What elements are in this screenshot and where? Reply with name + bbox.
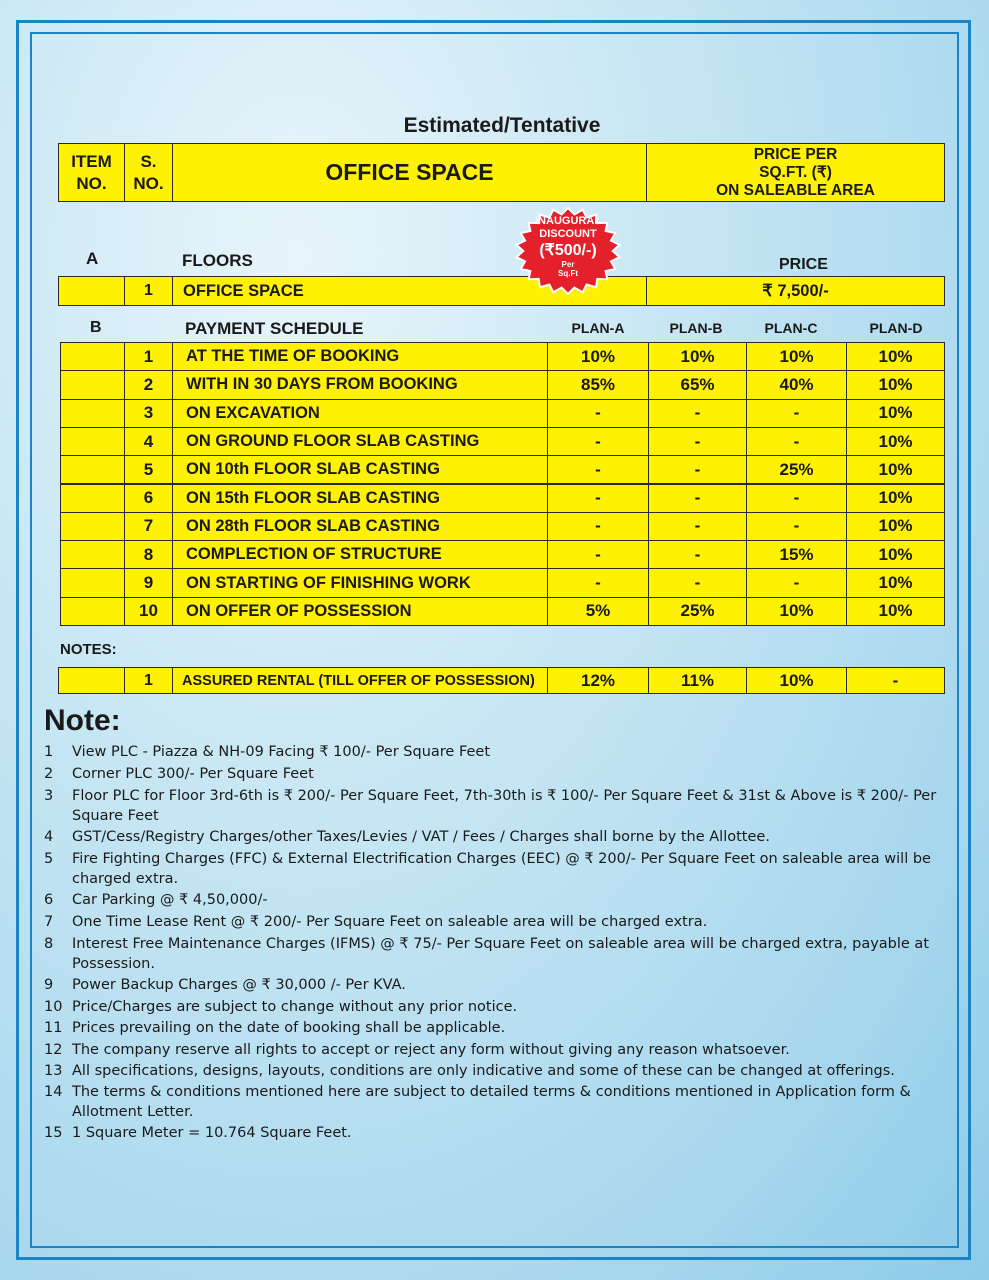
- schedule-row-plan-a-text: -: [595, 516, 601, 536]
- header-price-line3: ON SALEABLE AREA: [716, 181, 875, 199]
- schedule-row-name-text: ON 10th FLOOR SLAB CASTING: [186, 460, 440, 479]
- schedule-row-plan-c: [746, 427, 847, 456]
- note-text: One Time Lease Rent @ ₹ 200/- Per Square Feet on saleable area will be charged extra.: [72, 914, 708, 930]
- schedule-row-name-text: COMPLECTION OF STRUCTURE: [186, 545, 442, 564]
- note-item: [44, 849, 942, 889]
- schedule-row-name: [172, 568, 548, 597]
- note-text: Price/Charges are subject to change without any prior notice.: [72, 999, 518, 1015]
- note-text: 1 Square Meter = 10.764 Square Feet.: [72, 1125, 352, 1141]
- header-s-no-line1: S.: [140, 151, 157, 171]
- schedule-row-sno-text: 1: [143, 346, 154, 366]
- schedule-row-sno: [124, 455, 173, 484]
- floors-row-empty: [58, 276, 125, 306]
- schedule-row-plan-b-text: 65%: [680, 374, 715, 394]
- schedule-row-sno: [124, 484, 173, 513]
- notes-row-plan-d: [846, 667, 945, 694]
- schedule-row-name: [172, 455, 548, 484]
- plan-a-header: PLAN-A: [571, 320, 625, 336]
- schedule-row-plan-b: [648, 540, 747, 569]
- schedule-row-sno-text: 2: [143, 374, 154, 394]
- note-text: All specifications, designs, layouts, conditions are only indicative and some of these can be changed at offerings.: [72, 1063, 895, 1079]
- plan-d-header: PLAN-D: [869, 320, 923, 336]
- schedule-row-name-text: ON EXCAVATION: [186, 403, 320, 422]
- note-text: GST/Cess/Registry Charges/other Taxes/Levies / VAT / Fees / Charges shall borne by the Allottee.: [72, 829, 770, 845]
- note-item: [44, 1123, 942, 1143]
- section-b-label: PAYMENT SCHEDULE: [185, 319, 364, 338]
- schedule-row-plan-c: [746, 342, 847, 371]
- header-office-space: [172, 143, 647, 202]
- schedule-row-plan-b-text: -: [694, 431, 701, 451]
- badge-line1: INAUGURAL: [535, 215, 601, 227]
- schedule-row-plan-c-text: -: [793, 573, 800, 593]
- note-item: [44, 786, 942, 826]
- section-a-label: FLOORS: [182, 251, 253, 270]
- schedule-row-plan-c-text: -: [793, 431, 800, 451]
- notes-row-empty: [58, 667, 125, 694]
- schedule-row-name: [172, 484, 548, 513]
- schedule-row-sno-text: 5: [143, 459, 154, 479]
- section-a-letter: A: [86, 249, 99, 268]
- schedule-row-plan-d: [846, 512, 945, 541]
- schedule-row-plan-b: [648, 342, 747, 371]
- note-text: The terms & conditions mentioned here are subject to detailed terms & conditions mentioned in Application form & Allotment Letter.: [72, 1084, 911, 1120]
- schedule-row-plan-b: [648, 399, 747, 428]
- schedule-row-plan-c: [746, 540, 847, 569]
- note-item: [44, 827, 942, 847]
- badge-line4: Per: [561, 260, 575, 269]
- note-number: 6: [44, 892, 54, 908]
- note-text: Power Backup Charges @ ₹ 30,000 /- Per KVA.: [72, 977, 406, 993]
- schedule-row-plan-d: [846, 342, 945, 371]
- note-item: [44, 1082, 942, 1122]
- note-text: Fire Fighting Charges (FFC) & External Electrification Charges (EEC) @ ₹ 200/- Per Square Feet on saleable area will be charged extra.: [72, 851, 931, 887]
- header-price-line2: SQ.FT. (₹): [759, 163, 832, 181]
- schedule-row-plan-c: [746, 455, 847, 484]
- schedule-row-plan-b-text: 10%: [680, 346, 715, 366]
- schedule-row-plan-d-text: 10%: [878, 346, 913, 366]
- schedule-row-empty: [60, 455, 125, 484]
- note-item: [44, 890, 942, 910]
- schedule-row-plan-b-text: -: [694, 544, 701, 564]
- schedule-row-plan-b-text: -: [694, 459, 701, 479]
- schedule-row-sno: [124, 597, 173, 626]
- schedule-row-plan-c: [746, 370, 847, 399]
- note-number: 4: [44, 829, 54, 845]
- floors-row-price: [646, 276, 945, 306]
- notes-row-plan-c-text: 10%: [779, 670, 814, 690]
- schedule-row-name: [172, 512, 548, 541]
- notes-row-plan-c: [746, 667, 847, 694]
- schedule-row-name: [172, 540, 548, 569]
- note-number: 11: [44, 1020, 63, 1036]
- schedule-row-name-text: ON 28th FLOOR SLAB CASTING: [186, 516, 440, 535]
- header-item-no: [58, 143, 125, 202]
- schedule-row-plan-d: [846, 597, 945, 626]
- note-number: 5: [44, 851, 54, 867]
- schedule-row-plan-b-text: -: [694, 573, 701, 593]
- schedule-row-plan-a: [547, 568, 649, 597]
- schedule-row-plan-b: [648, 455, 747, 484]
- notes-row-sno: [124, 667, 173, 694]
- plan-c-header: PLAN-C: [764, 320, 818, 336]
- note-title: Note:: [44, 704, 121, 737]
- schedule-row-plan-d: [846, 455, 945, 484]
- badge-line5: Sq.Ft: [558, 269, 578, 278]
- note-item: [44, 975, 942, 995]
- schedule-row-plan-d-text: 10%: [878, 374, 913, 394]
- schedule-row-plan-a: [547, 342, 649, 371]
- floors-row-sno-text: 1: [144, 282, 153, 299]
- note-text: View PLC - Piazza & NH-09 Facing ₹ 100/- Per Square Feet: [72, 744, 491, 760]
- schedule-row-plan-a: [547, 512, 649, 541]
- schedule-row-plan-d-text: 10%: [878, 601, 913, 621]
- schedule-row-name-text: ON OFFER OF POSSESSION: [186, 601, 412, 620]
- schedule-row-name-text: ON STARTING OF FINISHING WORK: [186, 573, 471, 592]
- schedule-row-plan-a: [547, 597, 649, 626]
- note-number: 8: [44, 936, 54, 952]
- schedule-row-sno: [124, 427, 173, 456]
- plan-b-header: PLAN-B: [669, 320, 723, 336]
- schedule-row-sno-text: 9: [143, 573, 154, 593]
- note-item: [44, 1018, 942, 1038]
- schedule-row-empty: [60, 342, 125, 371]
- schedule-row-plan-a-text: -: [595, 459, 601, 479]
- notes-label: NOTES:: [60, 641, 117, 658]
- header-item-no-line1: ITEM: [71, 151, 112, 171]
- schedule-row-plan-c-text: 10%: [779, 601, 814, 621]
- notes-row-name: [172, 667, 548, 694]
- schedule-row-name: [172, 597, 548, 626]
- inaugural-discount-badge: [514, 207, 622, 295]
- schedule-row-sno: [124, 568, 173, 597]
- section-b-letter: B: [90, 319, 102, 336]
- schedule-row-plan-b: [648, 568, 747, 597]
- note-text: Car Parking @ ₹ 4,50,000/-: [72, 892, 268, 908]
- floors-row-name-text: OFFICE SPACE: [183, 281, 304, 300]
- floors-row-sno: [124, 276, 173, 306]
- schedule-row-sno: [124, 512, 173, 541]
- badge-line2: DISCOUNT: [539, 228, 597, 240]
- schedule-row-plan-d-text: 10%: [878, 431, 913, 451]
- schedule-row-plan-c: [746, 597, 847, 626]
- header-item-no-line2: NO.: [76, 173, 107, 193]
- note-text: Corner PLC 300/- Per Square Feet: [72, 766, 314, 782]
- schedule-row-plan-a-text: -: [595, 573, 601, 593]
- note-number: 7: [44, 914, 54, 930]
- schedule-row-plan-a-text: 10%: [580, 346, 616, 366]
- schedule-row-plan-c: [746, 484, 847, 513]
- schedule-row-plan-c-text: 15%: [779, 544, 814, 564]
- schedule-row-plan-c-text: 40%: [779, 374, 814, 394]
- note-item: [44, 764, 942, 784]
- section-a-price-label: PRICE: [779, 256, 828, 273]
- note-number: 1: [44, 744, 54, 760]
- schedule-row-empty: [60, 597, 125, 626]
- schedule-row-plan-c: [746, 399, 847, 428]
- schedule-row-plan-a: [547, 370, 649, 399]
- schedule-row-plan-b: [648, 597, 747, 626]
- notes-row-plan-d-text: -: [892, 670, 899, 690]
- note-number: 3: [44, 788, 54, 804]
- header-s-no: [124, 143, 173, 202]
- schedule-row-plan-a-text: -: [595, 544, 601, 564]
- schedule-row-sno-text: 6: [143, 488, 154, 508]
- schedule-row-plan-b-text: -: [694, 516, 701, 536]
- schedule-row-name: [172, 427, 548, 456]
- schedule-row-plan-a: [547, 427, 649, 456]
- schedule-row-name-text: ON GROUND FLOOR SLAB CASTING: [186, 432, 480, 451]
- schedule-row-empty: [60, 399, 125, 428]
- schedule-row-empty: [60, 540, 125, 569]
- note-item: [44, 997, 942, 1017]
- schedule-row-plan-c: [746, 512, 847, 541]
- note-item: [44, 742, 942, 762]
- schedule-row-plan-b: [648, 370, 747, 399]
- schedule-row-plan-d: [846, 484, 945, 513]
- schedule-row-empty: [60, 568, 125, 597]
- schedule-row-empty: [60, 427, 125, 456]
- note-number: 15: [44, 1125, 63, 1141]
- schedule-row-plan-c: [746, 568, 847, 597]
- schedule-row-name-text: ON 15th FLOOR SLAB CASTING: [186, 488, 440, 507]
- note-number: 12: [44, 1042, 63, 1058]
- schedule-row-name: [172, 399, 548, 428]
- schedule-row-sno: [124, 342, 173, 371]
- notes-row-plan-a-text: 12%: [580, 670, 616, 690]
- schedule-row-plan-d: [846, 568, 945, 597]
- schedule-row-name: [172, 370, 548, 399]
- schedule-row-sno-text: 3: [143, 403, 154, 423]
- note-number: 14: [44, 1084, 63, 1100]
- schedule-row-sno-text: 10: [139, 601, 158, 621]
- note-item: [44, 1061, 942, 1081]
- schedule-row-plan-d: [846, 399, 945, 428]
- schedule-row-plan-d: [846, 540, 945, 569]
- schedule-row-name-text: AT THE TIME OF BOOKING: [186, 347, 400, 366]
- note-text: The company reserve all rights to accept or reject any form without giving any reason whatsoever.: [72, 1042, 790, 1058]
- schedule-row-plan-a: [547, 540, 649, 569]
- schedule-row-plan-a: [547, 399, 649, 428]
- schedule-row-plan-a: [547, 455, 649, 484]
- schedule-row-plan-a-text: -: [595, 431, 601, 451]
- schedule-row-sno: [124, 370, 173, 399]
- schedule-row-plan-c-text: -: [793, 516, 800, 536]
- floors-row-price-text: ₹ 7,500/-: [762, 282, 829, 300]
- schedule-row-plan-d-text: 10%: [878, 544, 913, 564]
- schedule-row-plan-b-text: 25%: [680, 601, 715, 621]
- schedule-row-sno-text: 7: [143, 516, 154, 536]
- page-heading: Estimated/Tentative: [403, 114, 601, 137]
- note-text: Prices prevailing on the date of booking shall be applicable.: [72, 1020, 506, 1036]
- schedule-row-plan-d-text: 10%: [878, 573, 913, 593]
- header-title: OFFICE SPACE: [325, 159, 494, 185]
- notes-row-name-text: ASSURED RENTAL (TILL OFFER OF POSSESSION): [182, 672, 535, 689]
- schedule-row-plan-a-text: -: [595, 488, 601, 508]
- schedule-row-sno: [124, 399, 173, 428]
- header-price: [646, 143, 945, 202]
- schedule-row-plan-d: [846, 370, 945, 399]
- schedule-row-plan-c-text: 10%: [779, 346, 814, 366]
- schedule-row-name-text: WITH IN 30 DAYS FROM BOOKING: [186, 375, 458, 394]
- schedule-row-plan-d: [846, 427, 945, 456]
- notes-row-plan-b: [648, 667, 747, 694]
- schedule-row-plan-c-text: -: [793, 403, 800, 423]
- notes-row-plan-a: [547, 667, 649, 694]
- schedule-row-empty: [60, 370, 125, 399]
- badge-line3: (₹500/-): [539, 242, 597, 259]
- schedule-row-plan-d-text: 10%: [878, 459, 913, 479]
- schedule-row-empty: [60, 512, 125, 541]
- schedule-row-empty: [60, 484, 125, 513]
- schedule-row-plan-a: [547, 484, 649, 513]
- schedule-row-plan-a-text: 5%: [585, 601, 611, 621]
- schedule-row-plan-d-text: 10%: [878, 403, 913, 423]
- note-text: Floor PLC for Floor 3rd-6th is ₹ 200/- Per Square Feet, 7th-30th is ₹ 100/- Per Square Feet & 31st & Above is ₹ 200/- Per Square Feet: [72, 788, 937, 824]
- note-number: 9: [44, 977, 54, 993]
- schedule-row-plan-c-text: 25%: [779, 459, 814, 479]
- schedule-row-plan-a-text: -: [595, 403, 601, 423]
- note-number: 2: [44, 766, 54, 782]
- header-s-no-line2: NO.: [133, 173, 164, 193]
- schedule-row-plan-b-text: -: [694, 488, 701, 508]
- note-text: Interest Free Maintenance Charges (IFMS) @ ₹ 75/- Per Square Feet on saleable area will be charged extra, payable at Possession.: [72, 936, 930, 972]
- schedule-row-sno-text: 8: [143, 544, 154, 564]
- schedule-row-sno: [124, 540, 173, 569]
- schedule-row-plan-d-text: 10%: [878, 516, 913, 536]
- schedule-row-plan-b: [648, 484, 747, 513]
- schedule-row-plan-b: [648, 512, 747, 541]
- note-item: [44, 934, 942, 974]
- schedule-row-plan-b: [648, 427, 747, 456]
- schedule-row-plan-c-text: -: [793, 488, 800, 508]
- note-number: 10: [44, 999, 63, 1015]
- schedule-row-plan-b-text: -: [694, 403, 701, 423]
- notes-row-sno-text: 1: [144, 671, 153, 689]
- schedule-row-plan-d-text: 10%: [878, 488, 913, 508]
- header-price-line1: PRICE PER: [753, 145, 838, 163]
- schedule-row-name: [172, 342, 548, 371]
- schedule-row-plan-a-text: 85%: [580, 374, 616, 394]
- note-item: [44, 912, 942, 932]
- note-number: 13: [44, 1063, 63, 1079]
- notes-row-plan-b-text: 11%: [680, 670, 715, 690]
- note-item: [44, 1040, 942, 1060]
- schedule-row-sno-text: 4: [143, 431, 154, 451]
